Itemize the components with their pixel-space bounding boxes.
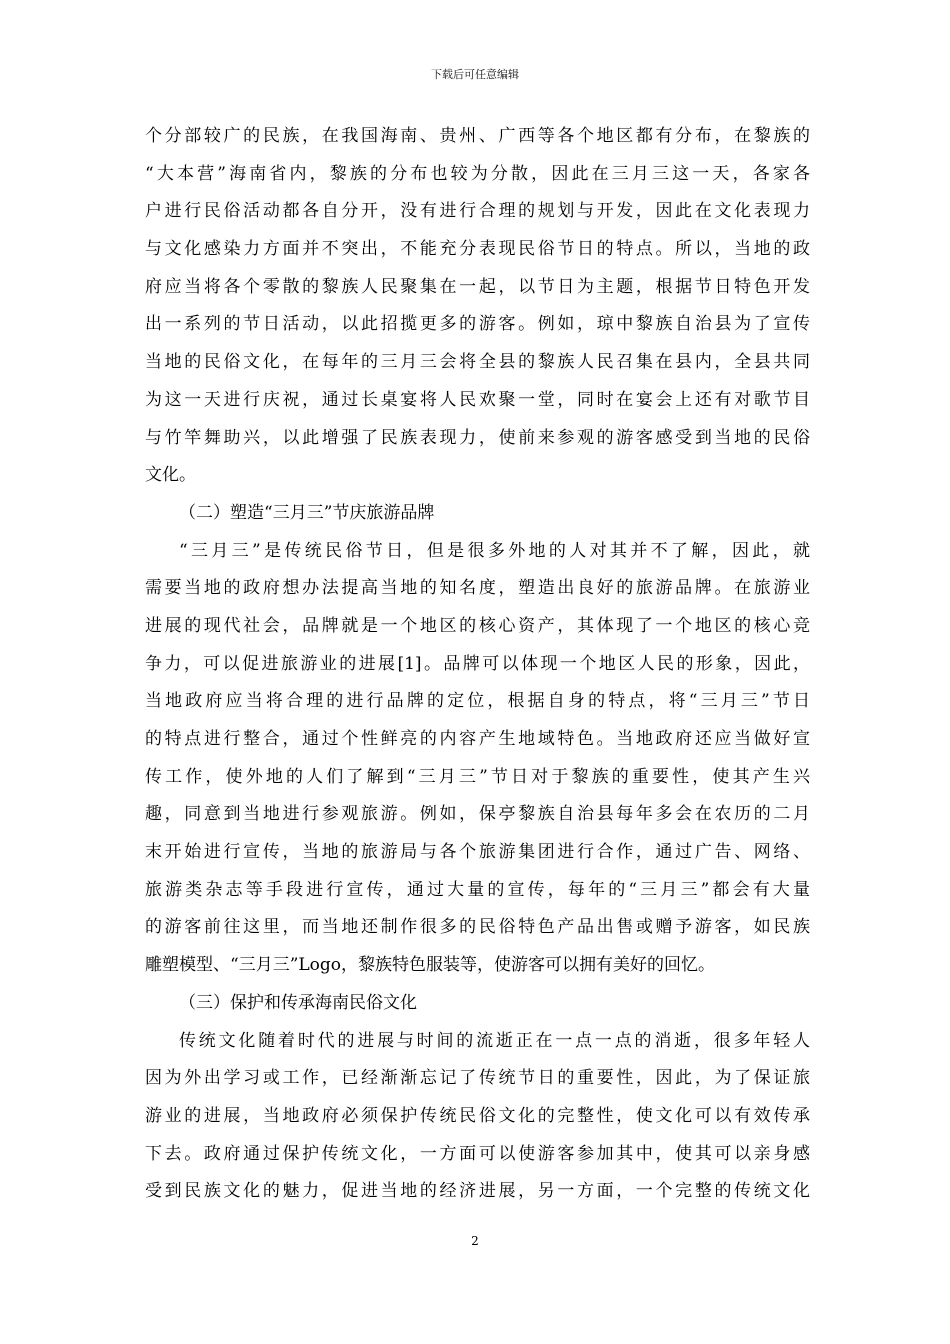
section-heading-3: （三）保护和传承海南民俗文化 — [179, 992, 417, 1013]
text-line: 的特点进行整合，通过个性鲜亮的内容产生地域特色。当地政府还应当做好宣 — [145, 729, 810, 749]
text-line: 游业的进展，当地政府必须保护传统民俗文化的完整性，使文化可以有效传承 — [145, 1105, 810, 1126]
section-heading-2: （二）塑造“三月三”节庆旅游品牌 — [179, 502, 435, 523]
paragraph-1 — [145, 118, 810, 495]
text-line: 末开始进行宣传，当地的旅游局与各个旅游集团进行合作，通过广告、网络、 — [145, 842, 810, 863]
text-line: 府应当将各个零散的黎族人民聚集在一起，以节日为主题，根据节日特色开发 — [145, 276, 810, 297]
text-line: 与文化感染力方面并不突出，不能充分表现民俗节日的特点。所以，当地的政 — [145, 239, 810, 260]
page-number: 2 — [471, 1234, 479, 1248]
text-line: 雕塑模型、“三月三”Logo，黎族特色服装等，使游客可以拥有美好的回忆。 — [145, 955, 716, 976]
text-line: 当地的民俗文化，在每年的三月三会将全县的黎族人民召集在县内，全县共同 — [145, 352, 810, 373]
text-line: 旅游类杂志等手段进行宣传，通过大量的宣传，每年的“三月三”都会有大量 — [145, 879, 810, 900]
text-line: 争力，可以促进旅游业的进展[1]。品牌可以体现一个地区人民的形象，因此， — [145, 653, 810, 674]
text-line: 传工作，使外地的人们了解到“三月三”节日对于黎族的重要性，使其产生兴 — [145, 766, 810, 787]
text-line: 个分部较广的民族，在我国海南、贵州、广西等各个地区都有分布，在黎族的 — [145, 126, 810, 146]
text-line: 受到民族文化的魅力，促进当地的经济进展，另一方面，一个完整的传统文化 — [145, 1181, 810, 1202]
paragraph-3 — [145, 1023, 810, 1211]
text-line: 出一系列的节日活动，以此招揽更多的游客。例如，琼中黎族自治县为了宣传 — [145, 314, 810, 335]
text-line: 的游客前往这里，而当地还制作很多的民俗特色产品出售或赠予游客，如民族 — [145, 917, 810, 938]
paragraph-2 — [145, 533, 810, 985]
text-line: 为这一天进行庆祝，通过长桌宴将人民欢聚一堂，同时在宴会上还有对歌节目 — [145, 389, 810, 410]
document-body — [145, 118, 810, 1211]
text-line: 当地政府应当将合理的进行品牌的定位，根据自身的特点，将“三月三”节日 — [145, 691, 810, 712]
text-line: 户进行民俗活动都各自分开，没有进行合理的规划与开发，因此在文化表现力 — [145, 201, 810, 222]
text-line: 文化。 — [145, 465, 196, 486]
text-line: 需要当地的政府想办法提高当地的知名度，塑造出良好的旅游品牌。在旅游业 — [145, 578, 810, 599]
text-line: 传统文化随着时代的进展与时间的流逝正在一点一点的消逝，很多年轻人 — [179, 1030, 810, 1051]
text-line: 与竹竿舞助兴，以此增强了民族表现力，使前来参观的游客感受到当地的民俗 — [145, 427, 810, 448]
page-header: 下载后可任意编辑 — [431, 68, 519, 81]
text-line: 进展的现代社会，品牌就是一个地区的核心资产，其体现了一个地区的核心竞 — [145, 615, 810, 636]
text-line: 下去。政府通过保护传统文化，一方面可以使游客参加其中，使其可以亲身感 — [145, 1143, 810, 1164]
text-line: 因为外出学习或工作，已经渐渐忘记了传统节日的重要性，因此，为了保证旅 — [145, 1068, 810, 1089]
text-line: “大本营”海南省内，黎族的分布也较为分散，因此在三月三这一天，各家各 — [145, 163, 810, 184]
text-line: 趣，同意到当地进行参观旅游。例如，保亭黎族自治县每年多会在农历的二月 — [145, 804, 810, 825]
text-line: “三月三”是传统民俗节日，但是很多外地的人对其并不了解，因此，就 — [179, 540, 810, 561]
